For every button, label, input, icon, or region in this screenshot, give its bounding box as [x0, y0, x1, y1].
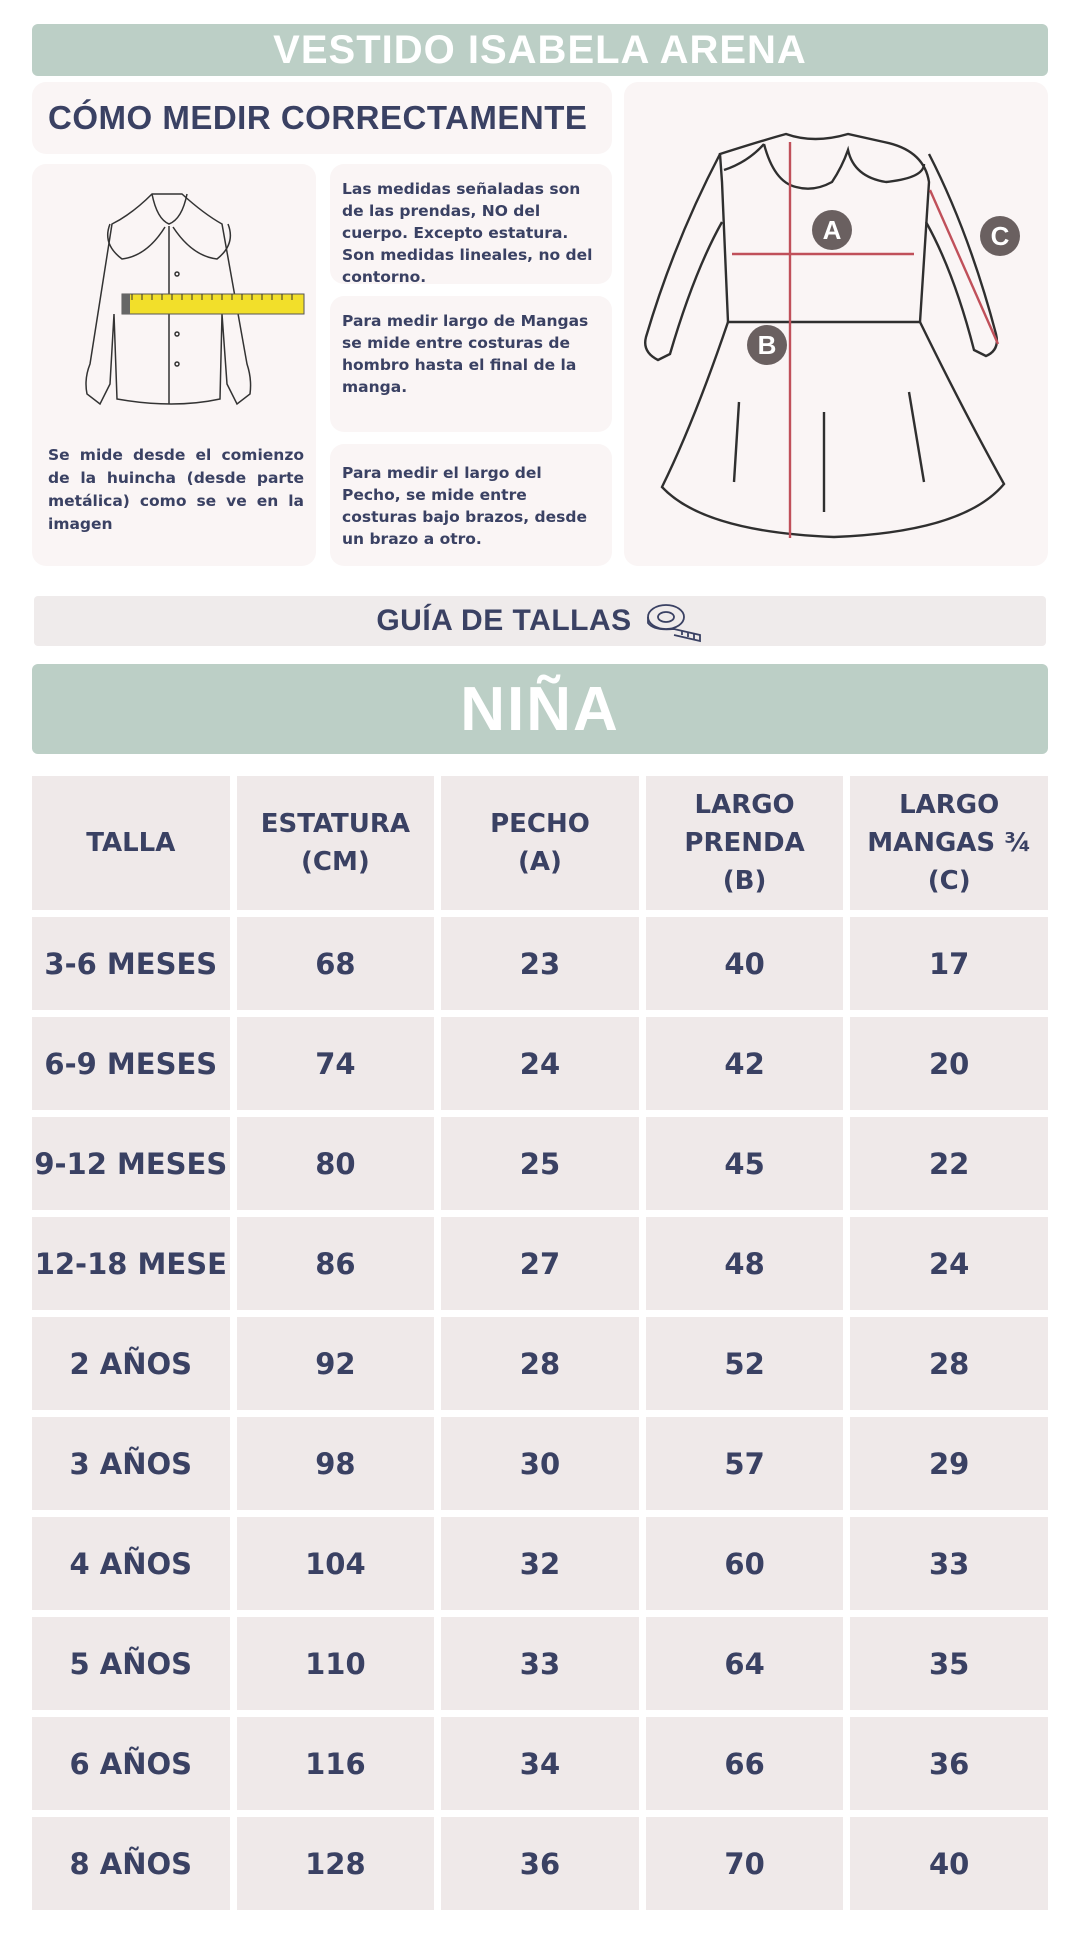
table-cell: 23 [441, 917, 639, 1010]
svg-text:C: C [990, 221, 1010, 251]
table-cell: 57 [646, 1417, 844, 1510]
header-height: ESTATURA (CM) [237, 776, 435, 910]
table-cell: 86 [237, 1217, 435, 1310]
table-cell: 34 [441, 1717, 639, 1810]
table-cell: 60 [646, 1517, 844, 1610]
table-cell: 36 [441, 1817, 639, 1910]
table-cell: 33 [850, 1517, 1048, 1610]
table-cell: 104 [237, 1517, 435, 1610]
header-sleeve: LARGO MANGAS ¾ (C) [850, 776, 1048, 910]
table-cell: 4 AÑOS [32, 1517, 230, 1610]
table-cell: 2 AÑOS [32, 1317, 230, 1410]
table-cell: 80 [237, 1117, 435, 1210]
table-cell: 48 [646, 1217, 844, 1310]
table-cell: 28 [850, 1317, 1048, 1410]
table-cell: 17 [850, 917, 1048, 1010]
size-guide-title [34, 596, 1046, 646]
table-cell: 40 [850, 1817, 1048, 1910]
svg-text:B: B [757, 330, 777, 360]
table-cell: 32 [441, 1517, 639, 1610]
table-cell: 6 AÑOS [32, 1717, 230, 1810]
dress-illustration [624, 82, 1048, 566]
svg-text:A: A [822, 215, 842, 245]
table-cell: 70 [646, 1817, 844, 1910]
how-to-measure-title: CÓMO MEDIR CORRECTAMENTE [32, 82, 612, 154]
tape-note: Se mide desde el comienzo de la huincha (desde parte metálica) como se ve en la imagen [48, 446, 304, 533]
table-cell: 9-12 MESES [32, 1117, 230, 1210]
blouse-panel [32, 164, 316, 566]
table-cell: 64 [646, 1617, 844, 1710]
table-cell: 24 [441, 1017, 639, 1110]
section-title: NIÑA [32, 664, 1048, 754]
table-cell: 12-18 MESE [32, 1217, 230, 1310]
table-cell: 98 [237, 1417, 435, 1510]
note-measures-garment: Las medidas señaladas son de las prendas, NO del cuerpo. Excepto estatura. Son medidas lineales, no del contorno. [330, 164, 612, 284]
header-length: LARGO PRENDA (B) [646, 776, 844, 910]
table-cell: 116 [237, 1717, 435, 1810]
table-cell: 3-6 MESES [32, 917, 230, 1010]
table-cell: 33 [441, 1617, 639, 1710]
table-cell: 128 [237, 1817, 435, 1910]
header-size: TALLA [32, 776, 230, 910]
measuring-tape-icon [644, 599, 704, 643]
table-cell: 29 [850, 1417, 1048, 1510]
table-cell: 66 [646, 1717, 844, 1810]
table-cell: 68 [237, 917, 435, 1010]
table-cell: 20 [850, 1017, 1048, 1110]
table-cell: 6-9 MESES [32, 1017, 230, 1110]
table-cell: 35 [850, 1617, 1048, 1710]
table-cell: 110 [237, 1617, 435, 1710]
table-cell: 24 [850, 1217, 1048, 1310]
size-table [32, 776, 1048, 1910]
blouse-tape-illustration [32, 164, 316, 424]
table-cell: 5 AÑOS [32, 1617, 230, 1710]
table-cell: 92 [237, 1317, 435, 1410]
table-cell: 30 [441, 1417, 639, 1510]
size-guide-label: GUÍA DE TALLAS [376, 604, 632, 637]
table-cell: 28 [441, 1317, 639, 1410]
page-title: VESTIDO ISABELA ARENA [32, 24, 1048, 76]
table-cell: 3 AÑOS [32, 1417, 230, 1510]
marker-a [812, 210, 852, 250]
table-cell: 52 [646, 1317, 844, 1410]
dress-diagram-panel [624, 82, 1048, 566]
table-cell: 22 [850, 1117, 1048, 1210]
table-cell: 74 [237, 1017, 435, 1110]
table-cell: 40 [646, 917, 844, 1010]
table-cell: 8 AÑOS [32, 1817, 230, 1910]
marker-c [980, 216, 1020, 256]
table-cell: 27 [441, 1217, 639, 1310]
note-sleeve-length: Para medir largo de Mangas se mide entre costuras de hombro hasta el final de la manga. [330, 296, 612, 432]
marker-b [747, 325, 787, 365]
table-cell: 36 [850, 1717, 1048, 1810]
note-chest-length: Para medir el largo del Pecho, se mide entre costuras bajo brazos, desde un brazo a otro. [330, 444, 612, 566]
table-cell: 45 [646, 1117, 844, 1210]
table-cell: 25 [441, 1117, 639, 1210]
header-chest: PECHO (A) [441, 776, 639, 910]
table-cell: 42 [646, 1017, 844, 1110]
